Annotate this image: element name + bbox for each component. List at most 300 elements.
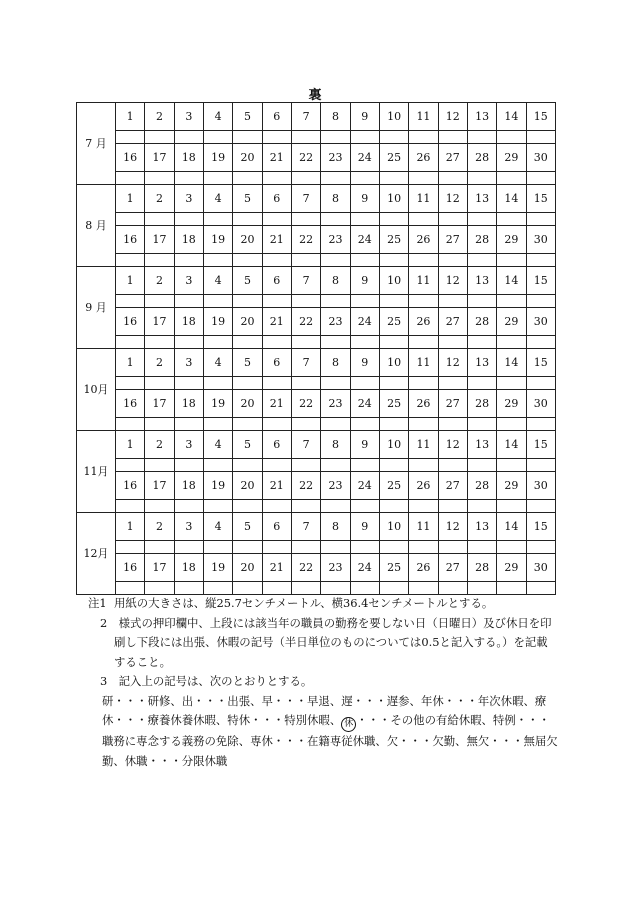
day-cell: 24 xyxy=(350,308,379,336)
stamp-row xyxy=(77,582,556,595)
stamp-cell xyxy=(174,131,203,144)
stamp-cell xyxy=(262,459,291,472)
stamp-cell xyxy=(262,582,291,595)
day-number-row xyxy=(77,226,556,254)
day-cell: 25 xyxy=(379,390,408,418)
day-cell: 7 xyxy=(291,185,320,213)
day-cell: 2 xyxy=(145,431,174,459)
day-cell: 11 xyxy=(409,431,438,459)
day-cell: 12 xyxy=(438,349,467,377)
stamp-cell xyxy=(233,131,262,144)
day-cell: 17 xyxy=(145,554,174,582)
stamp-cell xyxy=(497,500,526,513)
day-cell: 9 xyxy=(350,103,379,131)
stamp-cell xyxy=(233,500,262,513)
stamp-cell xyxy=(409,172,438,185)
day-cell: 10 xyxy=(379,267,408,295)
stamp-cell xyxy=(350,459,379,472)
day-number-row xyxy=(77,431,556,459)
stamp-cell xyxy=(233,172,262,185)
stamp-cell xyxy=(321,336,350,349)
day-cell: 23 xyxy=(321,308,350,336)
stamp-cell xyxy=(145,582,174,595)
day-cell: 29 xyxy=(497,554,526,582)
day-cell: 21 xyxy=(262,554,291,582)
stamp-cell xyxy=(291,254,320,267)
day-cell: 23 xyxy=(321,554,350,582)
stamp-cell xyxy=(321,131,350,144)
day-number-row xyxy=(77,308,556,336)
stamp-cell xyxy=(526,213,555,226)
stamp-cell xyxy=(174,500,203,513)
day-cell: 23 xyxy=(321,144,350,172)
day-cell: 10 xyxy=(379,513,408,541)
day-cell: 6 xyxy=(262,267,291,295)
day-cell: 13 xyxy=(467,103,496,131)
day-cell: 17 xyxy=(145,226,174,254)
day-cell: 13 xyxy=(467,513,496,541)
stamp-row xyxy=(77,418,556,431)
day-cell: 2 xyxy=(145,349,174,377)
day-cell: 14 xyxy=(497,431,526,459)
day-cell: 20 xyxy=(233,472,262,500)
day-cell: 15 xyxy=(526,431,555,459)
day-cell: 17 xyxy=(145,472,174,500)
day-cell: 28 xyxy=(467,390,496,418)
day-cell: 10 xyxy=(379,431,408,459)
day-cell: 8 xyxy=(321,513,350,541)
day-cell: 13 xyxy=(467,431,496,459)
stamp-cell xyxy=(116,418,145,431)
day-number-row xyxy=(77,185,556,213)
day-cell: 16 xyxy=(116,472,145,500)
day-cell: 16 xyxy=(116,144,145,172)
note-2 xyxy=(88,614,558,673)
stamp-cell xyxy=(467,377,496,390)
stamp-cell xyxy=(116,213,145,226)
day-cell: 19 xyxy=(203,554,232,582)
day-cell: 16 xyxy=(116,308,145,336)
stamp-cell xyxy=(379,131,408,144)
day-cell: 22 xyxy=(291,144,320,172)
day-cell: 23 xyxy=(321,390,350,418)
stamp-row xyxy=(77,459,556,472)
day-cell: 8 xyxy=(321,185,350,213)
day-number-row xyxy=(77,144,556,172)
stamp-cell xyxy=(526,295,555,308)
day-number-row xyxy=(77,349,556,377)
day-cell: 3 xyxy=(174,431,203,459)
day-cell: 24 xyxy=(350,144,379,172)
stamp-cell xyxy=(321,377,350,390)
day-cell: 14 xyxy=(497,349,526,377)
stamp-cell xyxy=(174,336,203,349)
day-cell: 26 xyxy=(409,472,438,500)
stamp-cell xyxy=(350,213,379,226)
day-cell: 3 xyxy=(174,267,203,295)
day-cell: 18 xyxy=(174,308,203,336)
stamp-cell xyxy=(467,500,496,513)
day-cell: 7 xyxy=(291,349,320,377)
stamp-cell xyxy=(438,582,467,595)
day-cell: 7 xyxy=(291,267,320,295)
stamp-cell xyxy=(526,582,555,595)
stamp-cell xyxy=(203,131,232,144)
symbols-text-b: ・・・その他の有給休暇、特例・・・職務に専念する義務の免除、専休・・・在籍専従休職、欠・・・欠勤、無欠・・・無届欠勤、休職・・・分限休職 xyxy=(102,713,558,768)
day-cell: 12 xyxy=(438,431,467,459)
day-cell: 12 xyxy=(438,513,467,541)
stamp-cell xyxy=(350,295,379,308)
stamp-cell xyxy=(438,541,467,554)
day-cell: 12 xyxy=(438,185,467,213)
day-cell: 23 xyxy=(321,472,350,500)
day-cell: 28 xyxy=(467,144,496,172)
day-cell: 7 xyxy=(291,431,320,459)
stamp-cell xyxy=(174,582,203,595)
stamp-cell xyxy=(174,295,203,308)
stamp-cell xyxy=(409,336,438,349)
stamp-cell xyxy=(526,377,555,390)
day-cell: 24 xyxy=(350,390,379,418)
day-cell: 25 xyxy=(379,472,408,500)
stamp-row xyxy=(77,172,556,185)
stamp-cell xyxy=(438,131,467,144)
stamp-cell xyxy=(350,336,379,349)
day-cell: 4 xyxy=(203,349,232,377)
stamp-cell xyxy=(262,131,291,144)
day-cell: 4 xyxy=(203,431,232,459)
day-cell: 18 xyxy=(174,472,203,500)
stamp-cell xyxy=(526,336,555,349)
day-cell: 26 xyxy=(409,226,438,254)
stamp-cell xyxy=(174,254,203,267)
day-cell: 22 xyxy=(291,390,320,418)
stamp-cell xyxy=(145,295,174,308)
stamp-cell xyxy=(379,459,408,472)
day-cell: 1 xyxy=(116,431,145,459)
stamp-cell xyxy=(174,377,203,390)
day-cell: 15 xyxy=(526,185,555,213)
day-cell: 11 xyxy=(409,103,438,131)
stamp-cell xyxy=(409,377,438,390)
day-cell: 2 xyxy=(145,185,174,213)
day-cell: 3 xyxy=(174,185,203,213)
day-cell: 30 xyxy=(526,144,555,172)
stamp-cell xyxy=(145,131,174,144)
day-cell: 1 xyxy=(116,185,145,213)
day-cell: 5 xyxy=(233,431,262,459)
stamp-cell xyxy=(467,254,496,267)
day-cell: 30 xyxy=(526,226,555,254)
day-cell: 7 xyxy=(291,513,320,541)
day-cell: 9 xyxy=(350,185,379,213)
day-number-row xyxy=(77,390,556,418)
stamp-row xyxy=(77,541,556,554)
stamp-cell xyxy=(379,295,408,308)
stamp-cell xyxy=(438,336,467,349)
day-cell: 5 xyxy=(233,349,262,377)
day-cell: 30 xyxy=(526,308,555,336)
stamp-cell xyxy=(203,213,232,226)
stamp-cell xyxy=(145,172,174,185)
day-cell: 28 xyxy=(467,308,496,336)
stamp-cell xyxy=(438,295,467,308)
day-cell: 2 xyxy=(145,513,174,541)
stamp-cell xyxy=(526,131,555,144)
stamp-cell xyxy=(145,418,174,431)
stamp-cell xyxy=(262,336,291,349)
stamp-row xyxy=(77,295,556,308)
stamp-cell xyxy=(203,500,232,513)
note-3-number: 3 xyxy=(100,674,108,688)
stamp-cell xyxy=(291,541,320,554)
stamp-cell xyxy=(116,541,145,554)
symbols-text-a: 研・・・研修、出・・・出張、早・・・早退、遅・・・遅参、年休・・・年次休暇、療休・・・療養休養休暇、特休・・・特別休暇、 xyxy=(102,693,547,727)
day-cell: 8 xyxy=(321,267,350,295)
day-cell: 25 xyxy=(379,308,408,336)
stamp-cell xyxy=(174,418,203,431)
day-cell: 11 xyxy=(409,267,438,295)
stamp-cell xyxy=(350,500,379,513)
stamp-cell xyxy=(467,172,496,185)
stamp-cell xyxy=(203,418,232,431)
stamp-cell xyxy=(526,459,555,472)
day-cell: 13 xyxy=(467,185,496,213)
stamp-cell xyxy=(145,377,174,390)
day-cell: 20 xyxy=(233,226,262,254)
stamp-cell xyxy=(145,541,174,554)
day-cell: 26 xyxy=(409,308,438,336)
stamp-cell xyxy=(262,172,291,185)
stamp-cell xyxy=(321,500,350,513)
note-1-text: 用紙の大きさは、縦25.7センチメートル、横36.4センチメートルとする。 xyxy=(114,596,494,610)
day-cell: 1 xyxy=(116,513,145,541)
stamp-cell xyxy=(497,377,526,390)
day-cell: 22 xyxy=(291,554,320,582)
month-label: 9 月 xyxy=(77,267,116,349)
day-cell: 9 xyxy=(350,513,379,541)
day-cell: 8 xyxy=(321,431,350,459)
stamp-cell xyxy=(291,172,320,185)
month-label: 11月 xyxy=(77,431,116,513)
day-cell: 11 xyxy=(409,513,438,541)
stamp-cell xyxy=(174,541,203,554)
day-cell: 4 xyxy=(203,103,232,131)
day-cell: 16 xyxy=(116,226,145,254)
day-cell: 6 xyxy=(262,185,291,213)
stamp-cell xyxy=(145,500,174,513)
day-cell: 7 xyxy=(291,103,320,131)
stamp-cell xyxy=(438,213,467,226)
day-cell: 29 xyxy=(497,472,526,500)
day-cell: 26 xyxy=(409,390,438,418)
stamp-cell xyxy=(145,213,174,226)
day-cell: 9 xyxy=(350,267,379,295)
stamp-cell xyxy=(291,500,320,513)
day-cell: 24 xyxy=(350,472,379,500)
stamp-cell xyxy=(526,254,555,267)
stamp-cell xyxy=(233,377,262,390)
day-cell: 19 xyxy=(203,308,232,336)
stamp-cell xyxy=(409,582,438,595)
day-cell: 2 xyxy=(145,103,174,131)
stamp-cell xyxy=(145,459,174,472)
day-cell: 20 xyxy=(233,390,262,418)
stamp-cell xyxy=(145,336,174,349)
stamp-cell xyxy=(379,336,408,349)
stamp-cell xyxy=(497,295,526,308)
stamp-cell xyxy=(203,582,232,595)
stamp-cell xyxy=(379,213,408,226)
stamp-cell xyxy=(291,131,320,144)
circled-kyu-symbol: 休 xyxy=(341,717,356,732)
stamp-cell xyxy=(467,582,496,595)
day-cell: 4 xyxy=(203,185,232,213)
stamp-cell xyxy=(379,500,408,513)
day-cell: 5 xyxy=(233,185,262,213)
stamp-cell xyxy=(291,295,320,308)
day-cell: 29 xyxy=(497,144,526,172)
stamp-row xyxy=(77,213,556,226)
stamp-cell xyxy=(321,295,350,308)
day-cell: 15 xyxy=(526,267,555,295)
stamp-cell xyxy=(116,295,145,308)
stamp-cell xyxy=(116,377,145,390)
stamp-cell xyxy=(262,295,291,308)
day-cell: 26 xyxy=(409,144,438,172)
stamp-cell xyxy=(379,254,408,267)
day-cell: 12 xyxy=(438,103,467,131)
day-cell: 17 xyxy=(145,390,174,418)
stamp-cell xyxy=(438,459,467,472)
day-cell: 26 xyxy=(409,554,438,582)
stamp-cell xyxy=(116,131,145,144)
day-cell: 27 xyxy=(438,472,467,500)
day-cell: 5 xyxy=(233,267,262,295)
day-cell: 10 xyxy=(379,349,408,377)
day-cell: 16 xyxy=(116,390,145,418)
note-2-text: 様式の押印欄中、上段には該当年の職員の勤務を要しない日（日曜日）及び休日を印刷し下段には出張、休暇の記号（半日単位のものについては0.5と記入する。）を記載すること。 xyxy=(114,615,552,669)
stamp-cell xyxy=(409,418,438,431)
stamp-row xyxy=(77,377,556,390)
day-cell: 1 xyxy=(116,349,145,377)
stamp-cell xyxy=(174,172,203,185)
stamp-cell xyxy=(233,254,262,267)
stamp-cell xyxy=(291,336,320,349)
stamp-cell xyxy=(350,418,379,431)
day-cell: 11 xyxy=(409,349,438,377)
day-cell: 14 xyxy=(497,185,526,213)
day-cell: 25 xyxy=(379,554,408,582)
day-cell: 14 xyxy=(497,267,526,295)
stamp-cell xyxy=(379,541,408,554)
day-cell: 29 xyxy=(497,308,526,336)
day-cell: 17 xyxy=(145,308,174,336)
day-number-row xyxy=(77,267,556,295)
stamp-cell xyxy=(233,459,262,472)
stamp-cell xyxy=(203,336,232,349)
day-cell: 30 xyxy=(526,554,555,582)
stamp-cell xyxy=(233,336,262,349)
note-2-number: 2 xyxy=(100,615,108,630)
day-cell: 15 xyxy=(526,513,555,541)
stamp-cell xyxy=(291,213,320,226)
stamp-cell xyxy=(116,582,145,595)
day-number-row xyxy=(77,103,556,131)
stamp-cell xyxy=(262,377,291,390)
day-cell: 30 xyxy=(526,390,555,418)
day-cell: 8 xyxy=(321,103,350,131)
stamp-cell xyxy=(203,377,232,390)
stamp-cell xyxy=(409,295,438,308)
day-cell: 20 xyxy=(233,554,262,582)
day-cell: 29 xyxy=(497,390,526,418)
day-cell: 18 xyxy=(174,554,203,582)
stamp-cell xyxy=(497,418,526,431)
day-cell: 22 xyxy=(291,226,320,254)
stamp-cell xyxy=(467,336,496,349)
stamp-cell xyxy=(321,213,350,226)
month-label: 8 月 xyxy=(77,185,116,267)
stamp-cell xyxy=(497,254,526,267)
day-cell: 12 xyxy=(438,267,467,295)
day-cell: 24 xyxy=(350,226,379,254)
stamp-cell xyxy=(467,459,496,472)
stamp-cell xyxy=(262,418,291,431)
stamp-cell xyxy=(467,418,496,431)
stamp-cell xyxy=(145,254,174,267)
attendance-calendar-table xyxy=(76,102,556,595)
day-cell: 24 xyxy=(350,554,379,582)
stamp-cell xyxy=(409,213,438,226)
day-cell: 14 xyxy=(497,513,526,541)
day-number-row xyxy=(77,513,556,541)
stamp-cell xyxy=(350,377,379,390)
day-cell: 22 xyxy=(291,472,320,500)
day-cell: 4 xyxy=(203,267,232,295)
day-cell: 18 xyxy=(174,226,203,254)
day-cell: 3 xyxy=(174,513,203,541)
day-cell: 28 xyxy=(467,554,496,582)
stamp-cell xyxy=(526,172,555,185)
stamp-cell xyxy=(291,418,320,431)
note-3 xyxy=(88,672,558,692)
stamp-cell xyxy=(321,582,350,595)
stamp-cell xyxy=(497,459,526,472)
stamp-cell xyxy=(321,172,350,185)
notes-section xyxy=(88,594,558,771)
stamp-cell xyxy=(438,377,467,390)
day-cell: 23 xyxy=(321,226,350,254)
stamp-cell xyxy=(350,582,379,595)
stamp-cell xyxy=(497,582,526,595)
stamp-cell xyxy=(233,541,262,554)
stamp-cell xyxy=(291,582,320,595)
day-cell: 21 xyxy=(262,226,291,254)
stamp-cell xyxy=(321,459,350,472)
stamp-cell xyxy=(203,295,232,308)
stamp-cell xyxy=(233,295,262,308)
day-cell: 9 xyxy=(350,431,379,459)
stamp-cell xyxy=(526,541,555,554)
day-cell: 27 xyxy=(438,226,467,254)
month-label: 10月 xyxy=(77,349,116,431)
month-label: 7 月 xyxy=(77,103,116,185)
month-label: 12月 xyxy=(77,513,116,595)
day-cell: 19 xyxy=(203,390,232,418)
day-cell: 3 xyxy=(174,103,203,131)
stamp-cell xyxy=(438,172,467,185)
